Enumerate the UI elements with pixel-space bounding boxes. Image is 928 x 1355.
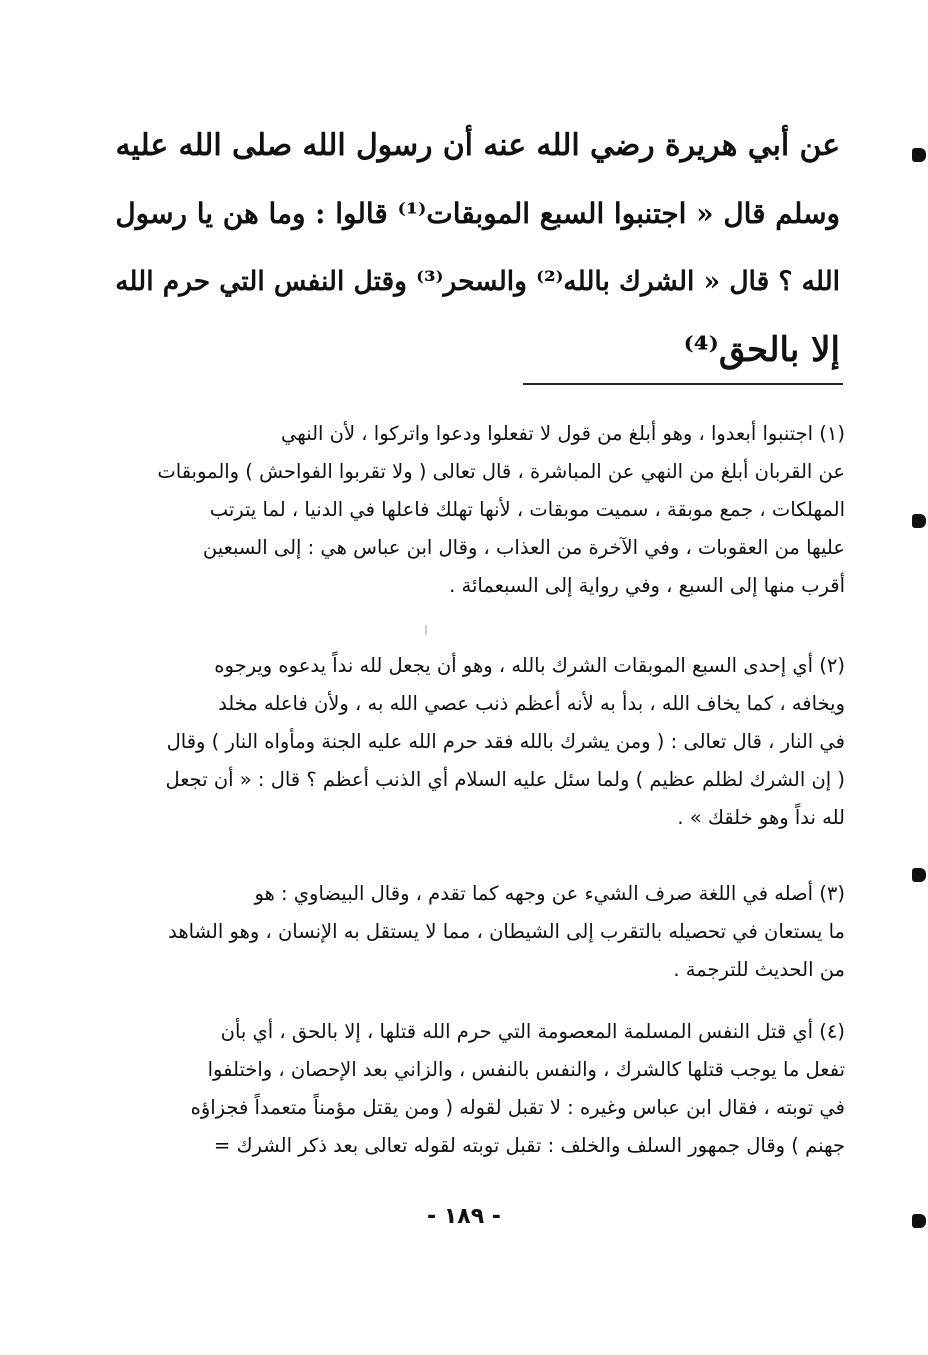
footnote-line: عليها من العقوبات ، وفي الآخرة من العذاب ، وقال ابن عباس هي : إلى السبعين	[202, 536, 845, 559]
footnote-line: (١) اجتنبوا أبعدوا ، وهو أبلغ من قول لا تفعلوا ودعوا واتركوا ، لأن النهي	[280, 422, 845, 445]
footnote-3	[105, 875, 845, 989]
footnote-line: المهلكات ، جمع موبقة ، سميت موبقات ، لأنها تهلك فاعلها في الدنيا ، لما يترتب	[209, 498, 845, 521]
margin-binding-mark	[912, 1214, 926, 1228]
margin-binding-mark	[912, 514, 926, 528]
footnote-line: في النار ، قال تعالى : ( ومن يشرك بالله فقد حرم الله عليه الجنة ومأواه النار ) وقال	[166, 730, 845, 753]
footnote-line: ما يستعان في تحصيله بالتقرب إلى الشيطان ، مما لا يستقل به الإنسان ، وهو الشاهد	[168, 920, 845, 943]
footnote-line: أقرب منها إلى السبع ، وفي رواية إلى السبعمائة .	[449, 574, 845, 597]
margin-binding-mark	[912, 868, 926, 882]
footnote-line: (٤) أي قتل النفس المسلمة المعصومة التي حرم الله قتلها ، إلا بالحق ، أي بأن	[220, 1020, 845, 1043]
hadith-line: إلا بالحق⁽⁴⁾	[683, 330, 840, 370]
footnote-4	[105, 1013, 845, 1165]
footnote-line: (٣) أصله في اللغة صرف الشيء عن وجهه كما تقدم ، وقال البيضاوي : هو	[254, 882, 845, 905]
footnote-2	[105, 647, 845, 837]
hadith-line: وسلم قال « اجتنبوا السبع الموبقات⁽¹⁾ قالوا : وما هن يا رسول	[115, 197, 840, 230]
footnote-1	[105, 415, 845, 605]
footnote-line: عن القربان أبلغ من النهي عن المباشرة ، قال تعالى ( ولا تقربوا الفواحش ) والموبقات	[157, 460, 845, 483]
footnote-line: ويخافه ، كما يخاف الله ، بدأ به لأنه أعظم ذنب عصي الله به ، ولأن فاعله مخلد	[218, 692, 845, 715]
footnote-line: لله نداً وهو خلقك » .	[677, 806, 845, 829]
footnote-line: (٢) أي إحدى السبع الموبقات الشرك بالله ، وهو أن يجعل لله نداً يدعوه ويرجوه	[214, 654, 845, 677]
footnote-line: في توبته ، فقال ابن عباس وغيره : لا تقبل لقوله ( ومن يقتل مؤمناً متعمداً فجزاؤه	[190, 1096, 845, 1119]
footnote-line: تفعل ما يوجب قتلها كالشرك ، والنفس بالنفس ، والزاني بعد الإحصان ، واختلفوا	[207, 1058, 845, 1081]
page-number: - ١٨٩ -	[427, 1204, 501, 1229]
footnote-line: من الحديث للترجمة .	[673, 958, 845, 981]
footnote-line: ( إن الشرك لظلم عظيم ) ولما سئل عليه السلام أي الذنب أعظم ؟ قال : « أن تجعل	[165, 768, 845, 791]
hadith-line: عن أبي هريرة رضي الله عنه أن رسول الله صلى الله عليه	[115, 128, 840, 163]
scan-speck	[425, 625, 427, 635]
margin-binding-mark	[912, 148, 926, 162]
hadith-line: الله ؟ قال « الشرك بالله⁽²⁾ والسحر⁽³⁾ وقتل النفس التي حرم الله	[115, 266, 840, 297]
footnote-divider	[523, 383, 843, 385]
footnote-line: جهنم ) وقال جمهور السلف والخلف : تقبل توبته لقوله تعالى بعد ذكر الشرك =	[213, 1134, 845, 1157]
hadith-paragraph	[100, 112, 840, 384]
